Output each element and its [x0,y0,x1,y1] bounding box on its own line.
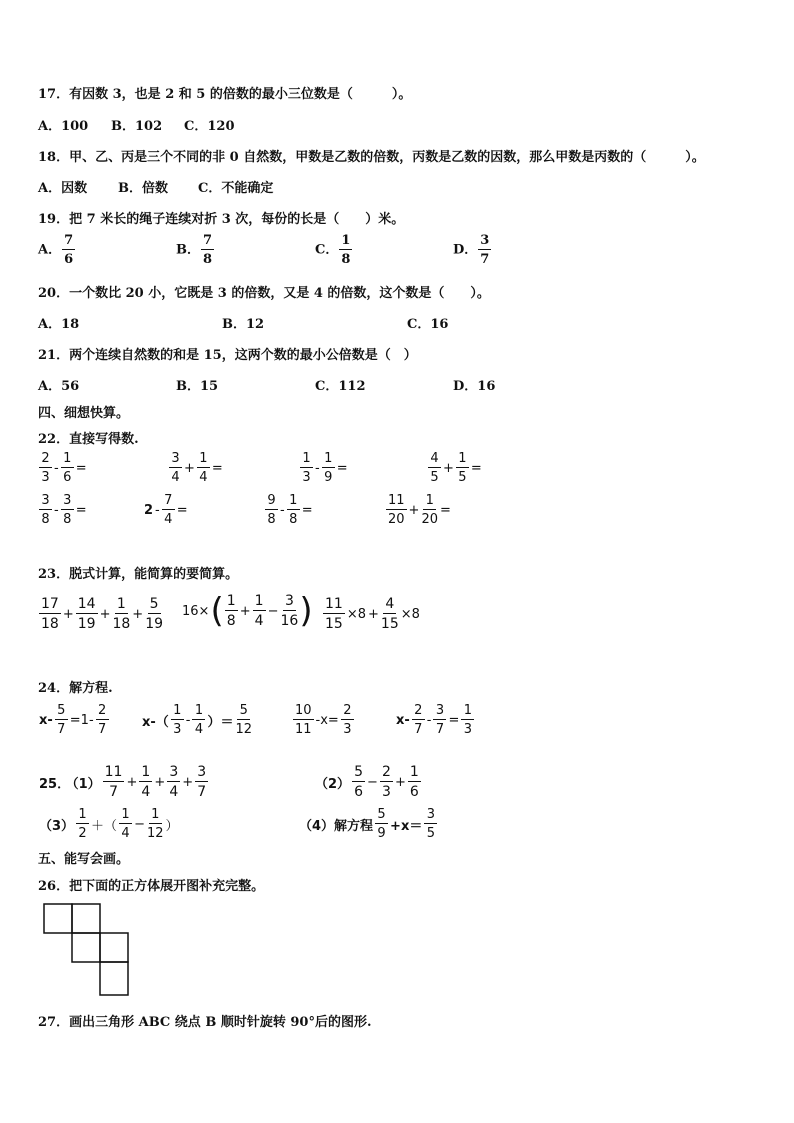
q17-option-c: C．120 [184,119,235,134]
cube-net-square-5 [100,962,128,995]
q18-option-b: B．倍数 [118,181,168,196]
q19-option-c: C． $\frac{1}{8}$ [315,233,351,267]
q17-option-a: A．100 [38,119,89,134]
q17-stem: 17．有因数 3，也是 2 和 5 的倍数的最小三位数是（ ）。 [38,87,412,102]
q19-option-b: B． $\frac{7}{8}$ [176,233,213,267]
q19-option-a: A． $\frac{7}{6}$ [38,233,74,267]
q20-option-c: C．16 [407,317,449,332]
q18-option-c: C．不能确定 [198,181,274,196]
q22-item-4: $\frac{4}{5}$ + $\frac{1}{5}$ = [427,452,483,484]
q18-option-a: A．因数 [38,181,88,196]
q22-item-6: 2 - $\frac{7}{4}$ = [144,493,188,527]
q22-item-7: $\frac{9}{8}$ - $\frac{1}{8}$ = [264,494,314,526]
q26-stem: 26．把下面的正方体展开图补充完整。 [38,879,265,894]
q22-item-3: $\frac{1}{3}$ - $\frac{1}{9}$ = [299,452,349,484]
q25-part-4: （4）解方程 $\frac{5}{9}$ +x＝ $\frac{3}{5}$ [298,808,438,840]
cube-net-square-3 [72,933,100,962]
q19-option-d: D． $\frac{3}{7}$ [453,233,490,267]
q24-equation-2: x-（ $\frac{1}{3}$ - $\frac{1}{4}$ ）＝ $\frac{5}{12}$ [142,703,253,737]
q24-equation-1: x- $\frac{5}{7}$ =1- $\frac{2}{7}$ [38,704,110,736]
cube-net-square-1 [44,904,72,933]
q19-stem: 19．把 7 米长的绳子连续对折 3 次，每份的长是（ ）米。 [38,212,405,227]
q22-item-1: $\frac{2}{3}$ - $\frac{1}{6}$ = [38,452,88,484]
q20-option-b: B．12 [222,317,265,332]
q23-expression-2: 16×( $\frac{1}{8}$ + $\frac{1}{4}$ − $\frac{3}{16}$ ) [182,591,313,631]
q21-stem: 21．两个连续自然数的和是 15，这两个数的最小公倍数是（ ） [38,348,417,363]
q18-stem: 18．甲、乙、丙是三个不同的非 0 自然数，甲数是乙数的倍数，丙数是乙数的因数，那么甲数是丙数的（ ）。 [38,150,705,165]
q20-stem: 20．一个数比 20 小，它既是 3 的倍数，又是 4 的倍数，这个数是（ ）。 [38,286,490,301]
cube-net-figure [43,903,131,997]
cube-net-square-2 [72,904,100,933]
q23-stem: 23．脱式计算，能简算的要简算。 [38,567,239,582]
q25-part-1: 25． （1） $\frac{11}{7}$ + $\frac{1}{4}$ + $\frac{3}{4}$ + $\frac{3}{7}$ [38,765,209,799]
section-4-title: 四、细想快算。 [38,406,130,421]
q22-item-2: $\frac{3}{4}$ + $\frac{1}{4}$ = [168,452,224,484]
q22-stem: 22．直接写得数. [38,432,139,447]
q17-option-b: B．102 [111,119,163,134]
q21-option-b: B．15 [176,379,219,394]
q20-option-a: A．18 [38,317,80,332]
q23-expression-1: $\frac{17}{18}$ + $\frac{14}{19}$ + $\frac{1}{18}$ + $\frac{5}{19}$ [41,596,164,632]
q24-equation-3: $\frac{10}{11}$ -x= $\frac{2}{3}$ [292,704,355,736]
q27-stem: 27．画出三角形 ABC 绕点 B 顺时针旋转 90°后的图形. [38,1015,372,1030]
q25-part-2: （2） $\frac{5}{6}$ − $\frac{2}{3}$ + $\frac{1}{6}$ [314,765,422,799]
q25-part-3: （3） $\frac{1}{2}$ ＋（ $\frac{1}{4}$ − $\frac{1}{12}$ ） [39,807,179,841]
q22-item-5: $\frac{3}{8}$ - $\frac{3}{8}$ = [38,494,88,526]
q21-option-c: C．112 [315,379,366,394]
q24-stem: 24．解方程. [38,681,113,696]
q21-option-d: D．16 [453,379,496,394]
q24-equation-4: x- $\frac{2}{7}$ - $\frac{3}{7}$ = $\frac{1}{3}$ [395,704,475,736]
cube-net-square-4 [100,933,128,962]
q22-item-8: $\frac{11}{20}$ + $\frac{1}{20}$ = [388,493,451,527]
section-5-title: 五、能写会画。 [38,852,130,867]
q21-option-a: A．56 [38,379,80,394]
q23-expression-3: $\frac{11}{15}$ ×8 + $\frac{4}{15}$ ×8 [325,596,420,632]
